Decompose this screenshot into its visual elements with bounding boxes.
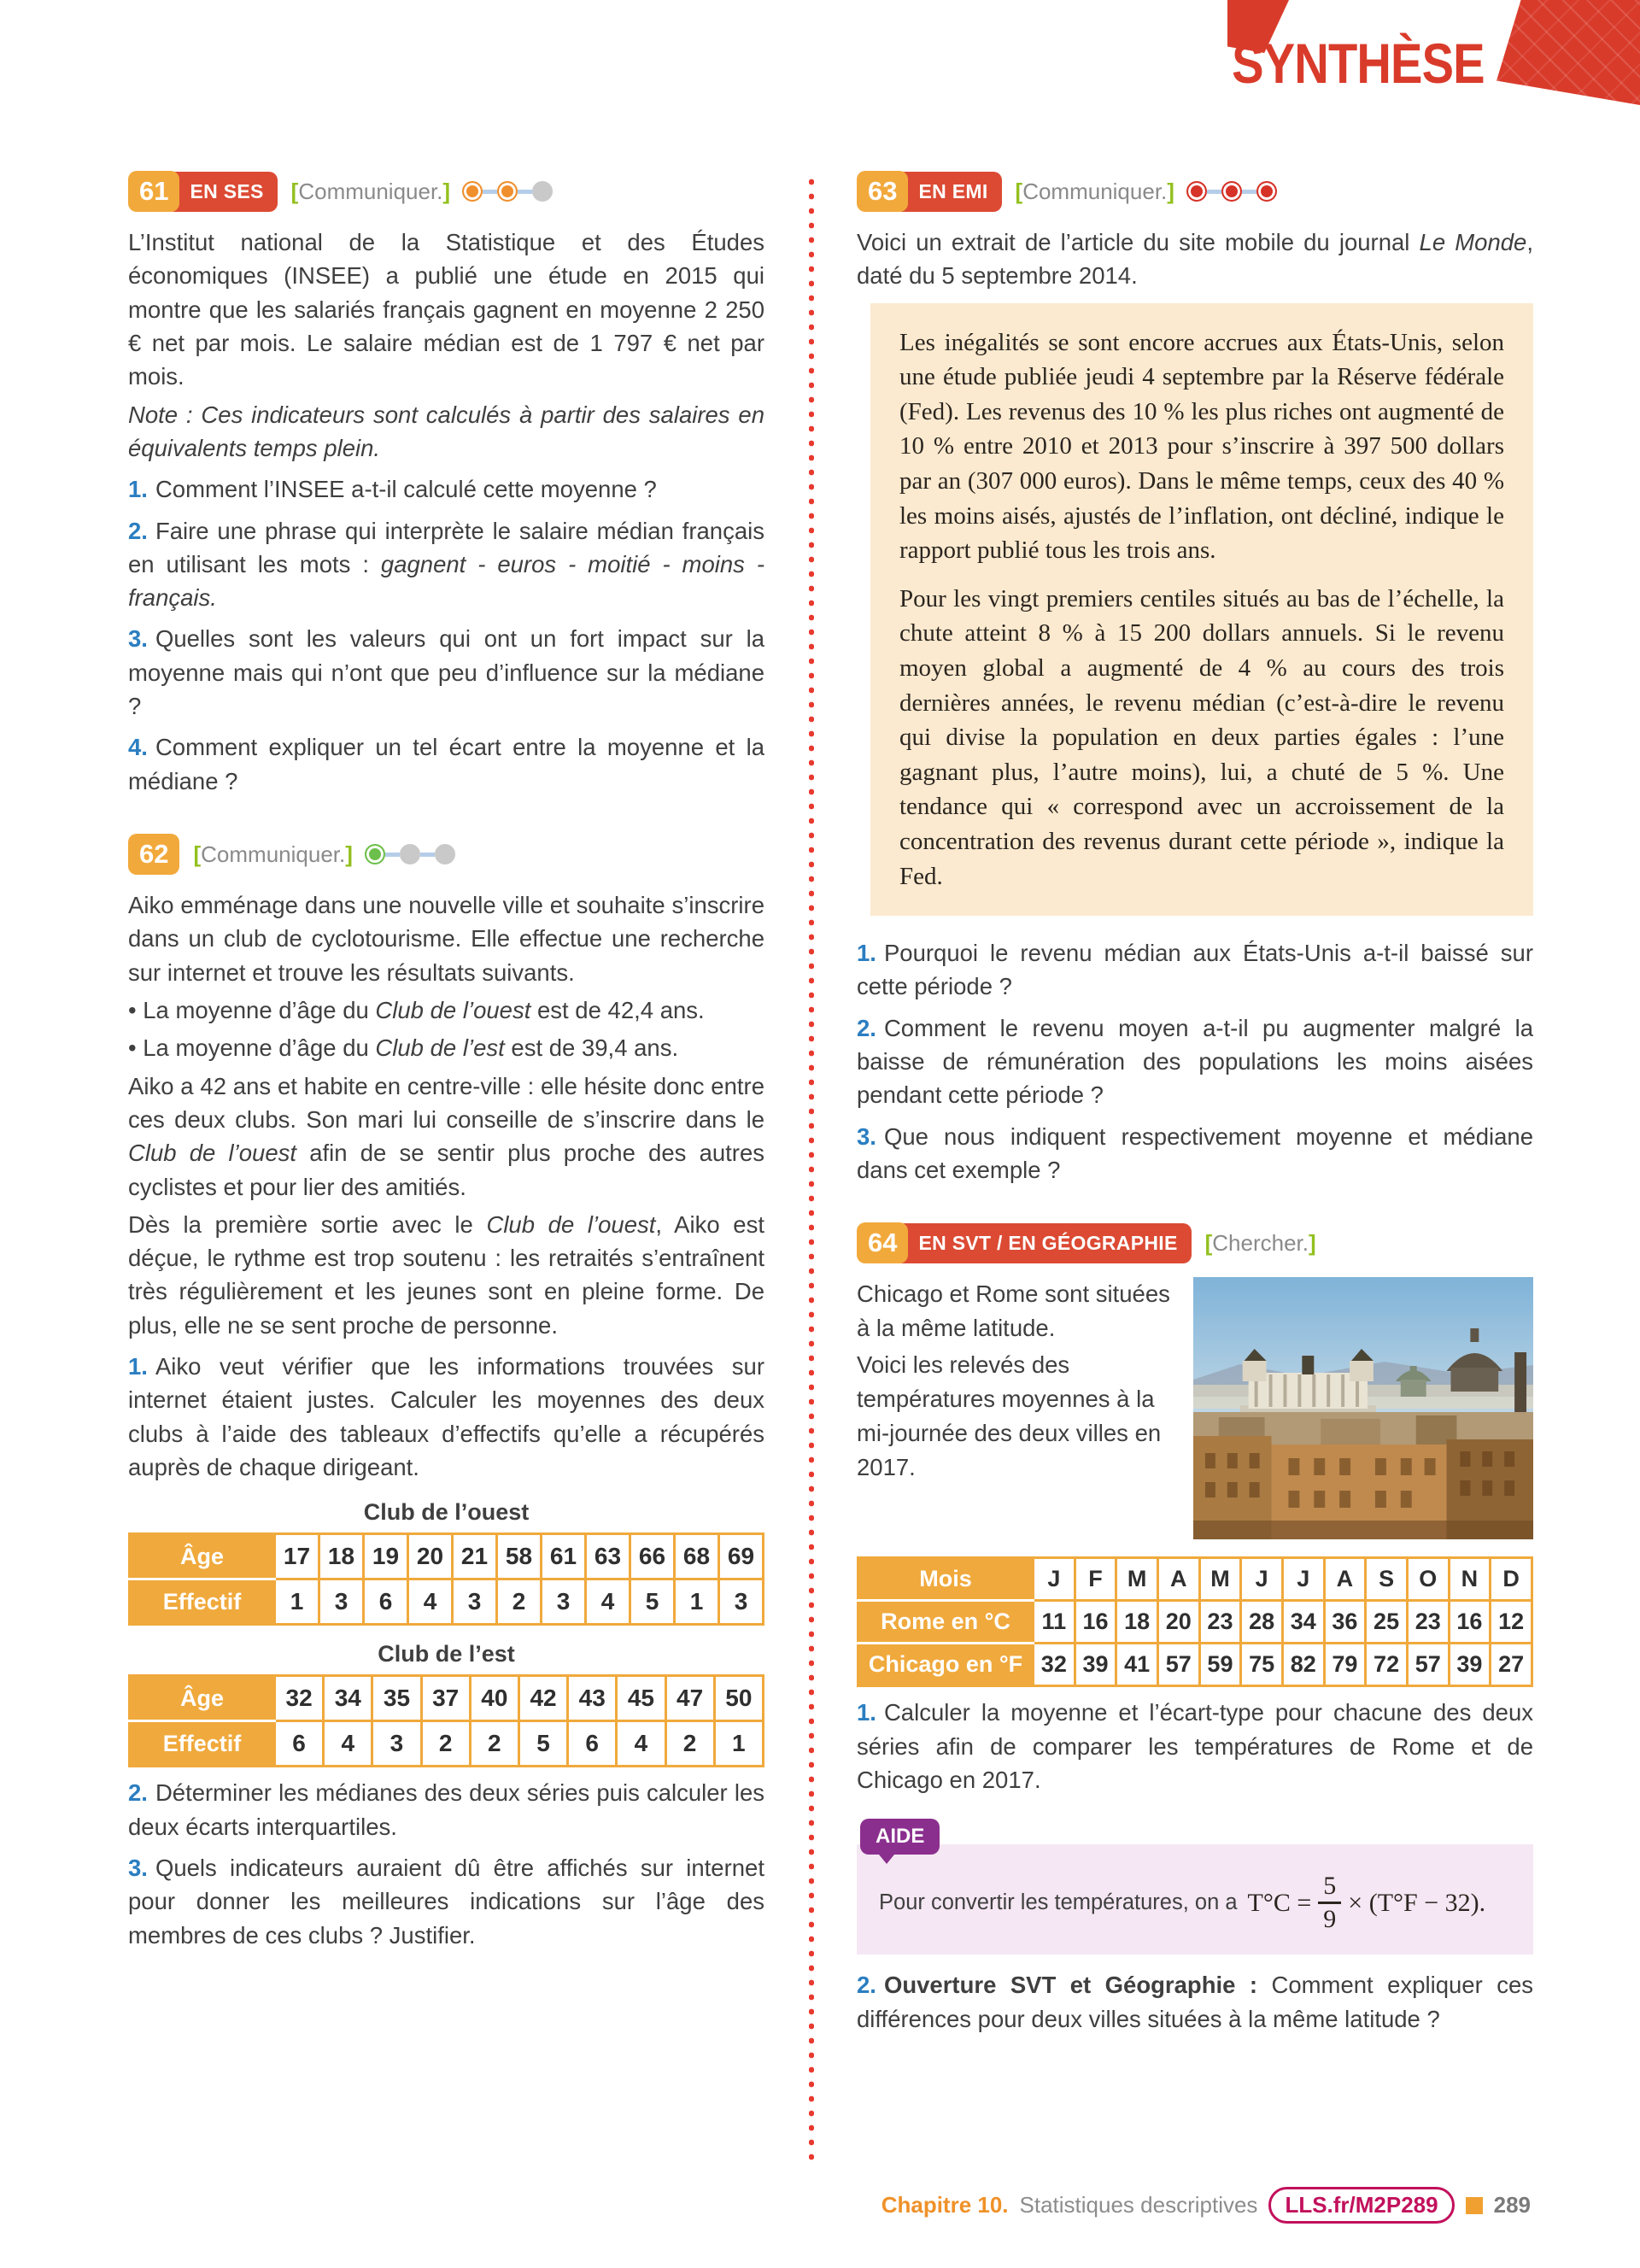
table-cell: 45	[617, 1676, 665, 1721]
question-text-bold: Ouverture SVT et Géographie :	[883, 1972, 1272, 1999]
difficulty-connector	[1207, 190, 1221, 194]
fraction-denominator: 9	[1318, 1902, 1341, 1932]
table-cell: 3	[319, 1579, 364, 1625]
question-number: 1.	[128, 1353, 148, 1380]
table-cell: 3	[542, 1579, 586, 1625]
table-cell: 34	[324, 1676, 372, 1721]
row-header: Chicago en °F	[858, 1644, 1034, 1686]
age-row	[130, 1534, 764, 1579]
question-text: Que nous indiquent respectivement moyenne et médiane dans cet exemple ?	[857, 1122, 1533, 1183]
table-cell: 36	[1324, 1601, 1366, 1644]
difficulty-dot-empty-icon	[400, 844, 420, 864]
question-number: 3.	[857, 1122, 876, 1150]
skill-name: Communiquer.	[201, 841, 346, 867]
table-cell: 4	[617, 1721, 665, 1767]
table-cell: 43	[568, 1676, 617, 1721]
skill-label	[291, 179, 450, 205]
table-cell: D	[1491, 1558, 1532, 1601]
intro-paragraph: Chicago et Rome sont situées à la même latitude.	[857, 1281, 1170, 1342]
table-cell: 28	[1241, 1601, 1283, 1644]
table-cell: 82	[1282, 1644, 1324, 1686]
difficulty-dot-empty-icon	[532, 181, 553, 202]
quote-paragraph: Pour les vingt premiers centiles situés au bas de l’échelle, la chute atteint 8 % à 15 200 dollars annuels. Si le revenu moyen global a augmenté de 4 % au cours des trois dernières années, le revenu médian (c’est-à-dire le revenu qui divise la population en deux parties égales : l’une gagnant plus, l’autre moins), lui, a chuté de 5 %. Une tendance qui « correspond avec un accroissement de la concentration des revenus durant cette période », indique la Fed.	[899, 584, 1504, 890]
page-marker-icon	[1466, 2197, 1483, 2214]
exercise-61-header	[128, 171, 764, 212]
table-cell: 2	[665, 1721, 714, 1767]
question-number: 1.	[857, 1699, 876, 1726]
subject-tag-badge: EN SES	[166, 172, 277, 212]
difficulty-connector	[385, 853, 400, 857]
bracket-open: [	[290, 178, 299, 204]
exercise-64-intro-row	[857, 1277, 1533, 1539]
question-text: Pourquoi le revenu médian aux États-Unis a-t-il baissé sur cette période ?	[857, 940, 1533, 1000]
table-cell: 2	[421, 1721, 470, 1767]
month-row	[858, 1558, 1532, 1601]
question-number: 4.	[128, 734, 148, 761]
table-cell: 25	[1366, 1601, 1408, 1644]
row-header: Âge	[130, 1676, 275, 1721]
bracket-close: ]	[442, 178, 451, 204]
exercise-62-question-2	[128, 1776, 764, 1843]
question-text: Déterminer les médianes des deux séries puis calculer les deux écarts interquartiles.	[128, 1779, 764, 1840]
bracket-open: [	[1015, 178, 1023, 204]
aide-box	[857, 1819, 1533, 1954]
exercise-61-question-3	[128, 622, 764, 723]
exercise-number-badge: 61	[128, 171, 179, 212]
table-cell: 32	[1034, 1644, 1075, 1686]
exercise-64-header	[857, 1222, 1533, 1263]
skill-name: Communiquer.	[1022, 178, 1168, 204]
question-number: 2.	[128, 517, 148, 544]
table-cell: 35	[372, 1676, 421, 1721]
exercise-62-question-3	[128, 1851, 764, 1952]
table-cell: 18	[319, 1534, 364, 1579]
difficulty-connector	[420, 853, 435, 857]
article-quote-box	[870, 303, 1533, 917]
exercise-62-bullet-2	[128, 1031, 764, 1064]
table-cell: 4	[324, 1721, 372, 1767]
exercise-number-badge: 62	[128, 834, 179, 875]
text-run-italic: Club de l’ouest	[486, 1210, 656, 1238]
column-divider	[809, 174, 814, 2165]
question-text: Quelles sont les valeurs qui ont un fort impact sur la moyenne mais qui n’ont que peu d’influence sur la médiane ?	[128, 625, 764, 720]
table-cell: J	[1241, 1558, 1283, 1601]
exercise-64-question-1	[857, 1696, 1533, 1796]
row-header: Rome en °C	[858, 1601, 1034, 1644]
difficulty-dot-filled-icon	[462, 181, 483, 202]
table-cell: 68	[675, 1534, 719, 1579]
question-number: 1.	[128, 476, 148, 503]
text-run-italic: Club de l’est	[375, 1034, 505, 1062]
question-number: 3.	[128, 1854, 148, 1881]
text-run-italic: Club de l’ouest	[375, 996, 531, 1023]
table-cell: O	[1407, 1558, 1449, 1601]
table-cell: 66	[630, 1534, 675, 1579]
table-cell: 6	[364, 1579, 408, 1625]
difficulty-dot-filled-icon	[365, 844, 385, 864]
content-columns	[128, 171, 1533, 2165]
aide-label-badge: AIDE	[860, 1819, 940, 1855]
formula-rhs: × (T°F − 32).	[1348, 1888, 1486, 1917]
bracket-close: ]	[1167, 178, 1174, 204]
exercise-61-question-1	[128, 472, 764, 506]
table-cell: 57	[1407, 1644, 1449, 1686]
table-cell: 3	[372, 1721, 421, 1767]
text-run: est de 42,4 ans.	[530, 996, 705, 1023]
table-cell: 3	[453, 1579, 497, 1625]
table-cell: 12	[1491, 1601, 1532, 1644]
table-cell: 11	[1034, 1601, 1075, 1644]
table-cell: 1	[714, 1721, 763, 1767]
table-cell: 18	[1116, 1601, 1158, 1644]
effectif-row	[130, 1579, 764, 1625]
table-cell: 75	[1241, 1644, 1283, 1686]
table-cell: 32	[275, 1676, 324, 1721]
table-cell: 34	[1282, 1601, 1324, 1644]
difficulty-dot-filled-icon	[497, 181, 518, 202]
exercise-61-question-4	[128, 730, 764, 798]
question-text: Comment le revenu moyen a-t-il pu augmenter malgré la baisse de rémunération des populations les moins aisées pendant cette période ?	[857, 1014, 1533, 1109]
text-run: , Aiko est déçue, le rythme est trop soutenu : les retraités s’entraînent très régulièrement et les jeunes sont en pleine forme. De plus, elle ne se sent proche de personne.	[128, 1210, 764, 1339]
question-text: Aiko veut vérifier que les informations trouvées sur internet étaient justes. Calculer les moyennes des deux clubs à l’aide des tableaux d’effectifs qu’elle a récupérés auprès de chaque dirigeant.	[128, 1353, 764, 1480]
table-cell: 41	[1116, 1644, 1158, 1686]
difficulty-dot-filled-icon	[1221, 181, 1242, 202]
table-cell: 16	[1449, 1601, 1491, 1644]
exercise-62-bullet-1	[128, 993, 764, 1027]
club-est-table-title: Club de l’est	[378, 1641, 515, 1667]
table-cell: 1	[275, 1579, 319, 1625]
row-header: Effectif	[130, 1579, 275, 1625]
fraction-numerator: 5	[1323, 1872, 1337, 1901]
difficulty-dot-filled-icon	[1256, 181, 1277, 202]
difficulty-indicator	[1186, 181, 1277, 202]
bracket-open: [	[193, 841, 202, 867]
table-cell: J	[1282, 1558, 1324, 1601]
table-cell: 6	[568, 1721, 617, 1767]
table-cell: 4	[408, 1579, 453, 1625]
intro-paragraph: Voici les relevés des températures moyennes à la mi-journée des deux villes en 2017.	[857, 1351, 1162, 1480]
table-cell: 20	[1157, 1601, 1199, 1644]
table-cell: 63	[586, 1534, 630, 1579]
question-text: Quels indicateurs auraient dû être affichés sur internet pour donner les meilleures indications sur l’âge des membres de ces clubs ? Justifier.	[128, 1854, 764, 1949]
row-header: Mois	[858, 1558, 1034, 1601]
table-cell: 27	[1491, 1644, 1532, 1686]
chicago-row	[858, 1644, 1532, 1686]
quote-paragraph: Les inégalités se sont encore accrues aux États-Unis, selon une étude publiée jeudi 4 septembre par la Réserve fédérale (Fed). Les revenus des 10 % les plus riches ont augmenté de 10 % entre 2010 et 2013 pour s’inscrire à 397 500 dollars par an (307 000 euros). Dans le même temps, ceux des 40 % les moins aisés, ajustés de l’inflation, ont décliné, indique le rapport publié tous les trois ans.	[899, 328, 1504, 565]
fraction	[1318, 1873, 1341, 1932]
table-cell: 61	[542, 1534, 586, 1579]
text-run: Dès la première sortie avec le	[128, 1210, 487, 1238]
exercise-number-badge: 64	[857, 1222, 908, 1263]
table-cell: 23	[1199, 1601, 1241, 1644]
table-cell: 5	[630, 1579, 675, 1625]
text-run: afin de se sentir plus proche des autres cyclistes et pour lier des amitiés.	[128, 1140, 764, 1200]
table-cell: 5	[518, 1721, 567, 1767]
exercise-62-paragraph-2	[128, 1070, 764, 1204]
row-header: Effectif	[130, 1721, 275, 1767]
bracket-open: [	[1204, 1229, 1213, 1256]
skill-label	[193, 841, 352, 868]
table-cell: 58	[497, 1534, 542, 1579]
left-column	[128, 171, 764, 2165]
table-cell: M	[1116, 1558, 1158, 1601]
table-cell: 47	[665, 1676, 714, 1721]
exercise-62-question-1	[128, 1350, 764, 1484]
table-cell: 1	[675, 1579, 719, 1625]
table-cell: 2	[497, 1579, 542, 1625]
exercise-63-question-1	[857, 936, 1533, 1004]
subject-tag-badge: EN EMI	[894, 172, 1001, 212]
chapter-number: Chapitre 10.	[881, 2192, 1009, 2218]
table-cell: 59	[1199, 1644, 1241, 1686]
question-number: 2.	[857, 1972, 876, 1999]
table-cell: 20	[408, 1534, 453, 1579]
skill-label	[1205, 1230, 1316, 1257]
exercise-62-header	[128, 834, 764, 875]
temperature-table	[857, 1556, 1533, 1687]
aide-text: Pour convertir les températures, on a	[879, 1890, 1238, 1915]
table-cell: A	[1324, 1558, 1366, 1601]
table-cell: 16	[1075, 1601, 1116, 1644]
bracket-close: ]	[1309, 1229, 1316, 1256]
formula-lhs: T°C =	[1247, 1888, 1312, 1917]
difficulty-dot-filled-icon	[1186, 181, 1207, 202]
table-cell: 37	[421, 1676, 470, 1721]
lls-code-link: LLS.fr/M2P289	[1268, 2187, 1454, 2224]
effectif-row	[130, 1721, 764, 1767]
table-cell: S	[1366, 1558, 1408, 1601]
question-text: Faire une phrase qui interprète le salaire médian français en utilisant les mots :	[128, 517, 764, 577]
table-cell: 2	[470, 1721, 518, 1767]
table-cell: 39	[1449, 1644, 1491, 1686]
table-cell: 19	[364, 1534, 408, 1579]
exercise-64-question-2	[857, 1968, 1533, 2036]
table-cell: A	[1157, 1558, 1199, 1601]
table-cell: 6	[275, 1721, 324, 1767]
table-cell: 3	[719, 1579, 764, 1625]
table-cell: 40	[470, 1676, 518, 1721]
difficulty-indicator	[462, 181, 553, 202]
club-ouest-table-title: Club de l’ouest	[363, 1499, 530, 1526]
text-run-italic: Club de l’ouest	[128, 1140, 297, 1167]
table-cell: 23	[1407, 1601, 1449, 1644]
subject-tag-badge: EN SVT / EN GÉOGRAPHIE	[894, 1223, 1191, 1263]
table-cell: 4	[586, 1579, 630, 1625]
table-cell: 42	[518, 1676, 567, 1721]
table-cell: 79	[1324, 1644, 1366, 1686]
skill-name: Communiquer.	[298, 178, 443, 204]
table-cell: 21	[453, 1534, 497, 1579]
question-number: 1.	[857, 940, 876, 967]
table-cell: 57	[1157, 1644, 1199, 1686]
question-number: 3.	[128, 625, 148, 653]
text-run: , daté du 5 septembre 2014.	[857, 229, 1533, 290]
bracket-close: ]	[345, 841, 353, 867]
difficulty-connector	[518, 190, 532, 194]
question-number: 2.	[857, 1014, 876, 1041]
page-footer	[882, 2187, 1531, 2224]
club-ouest-table	[128, 1533, 764, 1626]
table-cell: F	[1075, 1558, 1116, 1601]
table-cell: N	[1449, 1558, 1491, 1601]
skill-label	[1016, 179, 1174, 205]
club-est-table	[128, 1674, 764, 1767]
aide-content	[857, 1844, 1533, 1954]
row-header: Âge	[130, 1534, 275, 1579]
skill-name: Chercher.	[1212, 1229, 1309, 1256]
exercise-61-intro: L’Institut national de la Statistique et des Études économiques (INSEE) a publié une étude en 2015 qui montre que les salariés français gagnent en moyenne 2 250 € net par mois. Le salaire médian est de 1 797 € net par mois.	[128, 229, 764, 390]
difficulty-connector	[1242, 190, 1256, 194]
table-cell: 69	[719, 1534, 764, 1579]
text-run: est de 39,4 ans.	[504, 1034, 679, 1062]
difficulty-indicator	[365, 844, 455, 864]
table-cell: 39	[1075, 1644, 1116, 1686]
table-cell: M	[1199, 1558, 1241, 1601]
table-cell: 72	[1366, 1644, 1408, 1686]
text-run: • La moyenne d’âge du	[128, 996, 376, 1023]
exercise-61-question-2	[128, 514, 764, 615]
table-cell: 50	[714, 1676, 763, 1721]
exercise-64-intro-text	[857, 1277, 1176, 1539]
difficulty-connector	[483, 190, 497, 194]
text-run-italic: Le Monde	[1419, 229, 1527, 255]
chapter-title: Statistiques descriptives	[1019, 2192, 1258, 2218]
conversion-formula	[1248, 1873, 1486, 1932]
exercise-61-note: Note : Ces indicateurs sont calculés à partir des salaires en équivalents temps plein.	[128, 401, 764, 461]
section-banner-title: SYNTHÈSE	[1232, 32, 1485, 95]
table-cell: J	[1034, 1558, 1075, 1601]
text-run: Voici un extrait de l’article du site mobile du journal	[857, 229, 1420, 255]
rome-row	[858, 1601, 1532, 1644]
right-column	[857, 171, 1533, 2165]
exercise-63-intro	[857, 226, 1533, 293]
question-text: Comment l’INSEE a-t-il calculé cette moyenne ?	[155, 476, 657, 503]
question-text-italic: gagnent - euros - moitié - moins - français.	[128, 550, 764, 612]
corner-decoration-large	[1496, 0, 1640, 128]
rome-photo	[1193, 1277, 1533, 1539]
exercise-62-paragraph-3	[128, 1208, 764, 1342]
exercise-63-question-2	[857, 1011, 1533, 1112]
exercise-63-header	[857, 171, 1533, 212]
age-row	[130, 1676, 764, 1721]
exercise-62-intro: Aiko emménage dans une nouvelle ville et souhaite s’inscrire dans un club de cyclotourisme. Elle effectue une recherche sur internet et trouve les résultats suivants.	[128, 892, 764, 986]
page-number: 289	[1493, 2192, 1531, 2218]
text-run: Aiko a 42 ans et habite en centre-ville : elle hésite donc entre ces deux clubs. Son mari lui conseille de s’inscrire dans le	[128, 1072, 764, 1133]
difficulty-dot-empty-icon	[435, 844, 455, 864]
exercise-63-question-3	[857, 1120, 1533, 1187]
question-text: Calculer la moyenne et l’écart-type pour chacune des deux séries afin de comparer les températures de Rome et de Chicago en 2017.	[857, 1699, 1533, 1793]
question-text: Comment expliquer un tel écart entre la moyenne et la médiane ?	[128, 734, 764, 794]
exercise-number-badge: 63	[857, 171, 908, 212]
table-cell: 17	[275, 1534, 319, 1579]
question-text: Comment expliquer ces différences pour deux villes situées à la même latitude ?	[857, 1972, 1533, 2032]
text-run: • La moyenne d’âge du	[128, 1034, 376, 1062]
question-number: 2.	[128, 1779, 148, 1807]
